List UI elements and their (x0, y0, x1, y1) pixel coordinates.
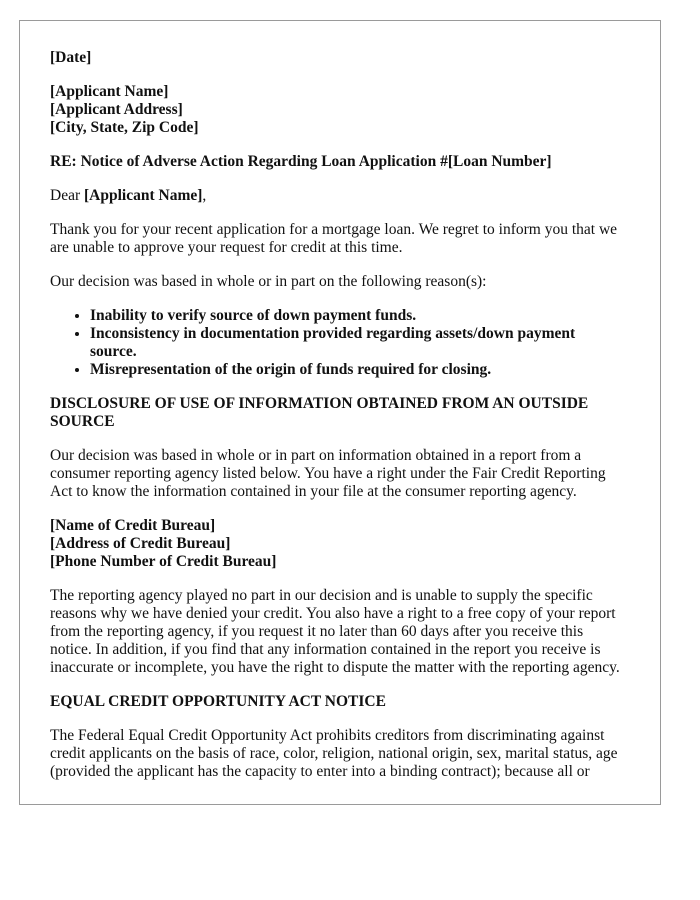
intro-paragraph: Thank you for your recent application for a mortgage loan. We regret to inform you that we are unable to approve your request for credit at this time. (50, 221, 618, 256)
reasons-list (50, 307, 622, 379)
ecoa-paragraph: The Federal Equal Credit Opportunity Act prohibits creditors from discriminating against credit applicants on the basis of race, color, religion, national origin, sex, marital status, age (provided the applicant has the capacity to enter into a binding contract); because all or (50, 727, 618, 780)
bureau-name-line: [Name of Credit Bureau] (50, 517, 216, 534)
applicant-name-line: [Applicant Name] (50, 83, 169, 100)
reasons-intro: Our decision was based in whole or in part on the following reason(s): (50, 273, 487, 290)
ecoa-heading: EQUAL CREDIT OPPORTUNITY ACT NOTICE (50, 693, 386, 710)
salutation (50, 187, 622, 205)
salutation-name: [Applicant Name] (84, 187, 203, 204)
reason-item: • Inability to verify source of down payment funds. (90, 307, 622, 325)
applicant-city-line: [City, State, Zip Code] (50, 119, 199, 136)
date-line: [Date] (50, 49, 92, 66)
credit-bureau-block (50, 517, 622, 571)
reason-item: • Misrepresentation of the origin of funds required for closing. (90, 361, 622, 379)
bureau-phone-line: [Phone Number of Credit Bureau] (50, 553, 277, 570)
applicant-address-line: [Applicant Address] (50, 101, 183, 118)
reason-item: • Inconsistency in documentation provided regarding assets/down payment source. (90, 325, 622, 361)
letter-page (19, 20, 661, 805)
bureau-address-line: [Address of Credit Bureau] (50, 535, 231, 552)
salutation-prefix: Dear (50, 187, 84, 204)
disclosure-heading: DISCLOSURE OF USE OF INFORMATION OBTAINED FROM AN OUTSIDE SOURCE (50, 395, 589, 430)
salutation-suffix: , (202, 187, 207, 204)
applicant-address-block (50, 83, 622, 137)
disclosure-paragraph: Our decision was based in whole or in part on information obtained in a report from a consumer reporting agency listed below. You have a right under the Fair Credit Reporting Act to know the information contained in your file at the consumer reporting agency. (50, 447, 606, 500)
agency-paragraph: The reporting agency played no part in our decision and is unable to supply the specific reasons why we have denied your credit. You also have a right to a free copy of your report from the reporting agency, if you request it no later than 60 days after you receive this notice. In addition, if you find that any information contained in the report you receive is inaccurate or incomplete, you have the right to dispute the matter with the reporting agency. (50, 587, 620, 676)
re-line: RE: Notice of Adverse Action Regarding Loan Application #[Loan Number] (50, 153, 552, 170)
letter-content (50, 49, 622, 797)
